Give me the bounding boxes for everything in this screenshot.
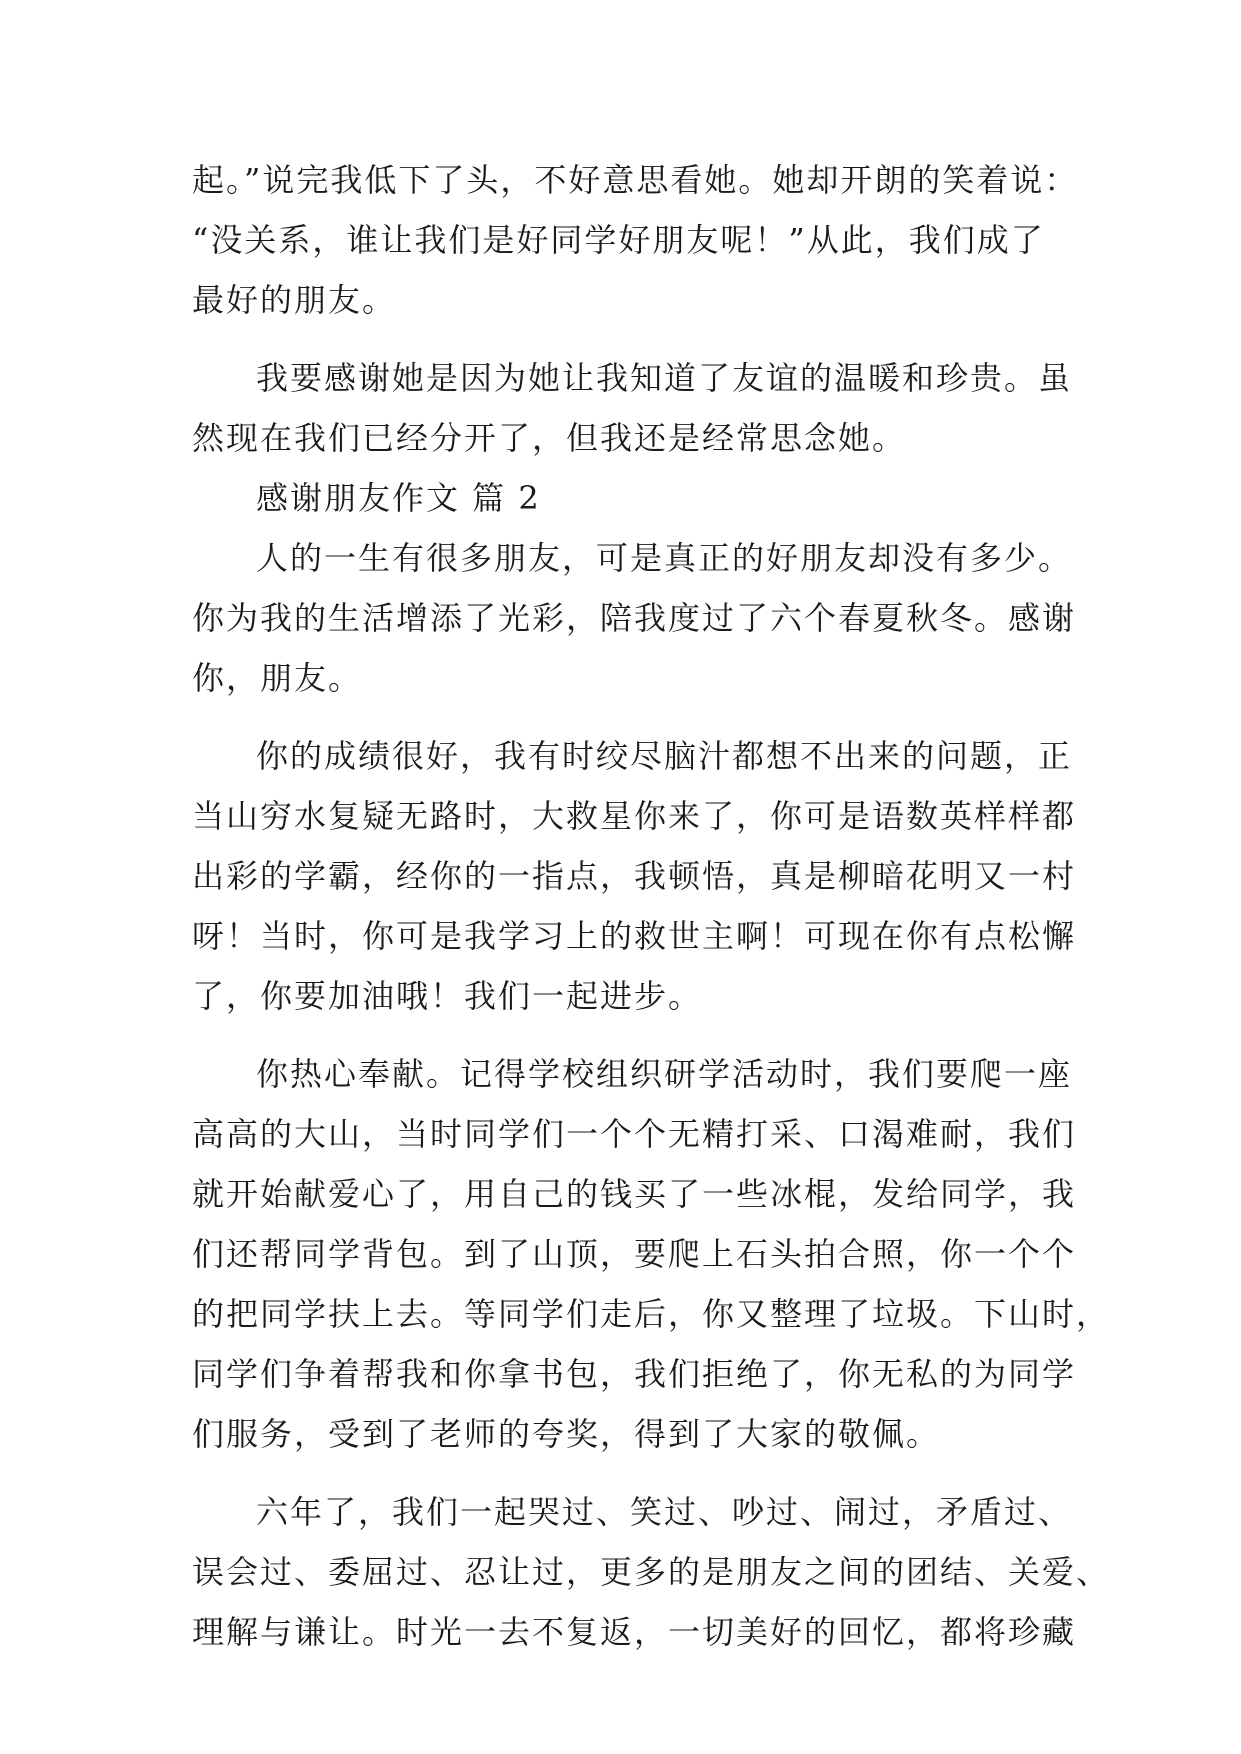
text-line: 起。”说完我低下了头，不好意思看她。她却开朗的笑着说：: [192, 161, 1079, 199]
text-line: 们还帮同学背包。到了山顶，要爬上石头拍合照，你一个个: [192, 1235, 1077, 1273]
text-line: 呀！当时，你可是我学习上的救世主啊！可现在你有点松懈: [192, 917, 1077, 955]
text-line: 误会过、委屈过、忍让过，更多的是朋友之间的团结、关爱、: [192, 1553, 1111, 1591]
paragraph-start-line: 我要感谢她是因为她让我知道了友谊的温暖和珍贵。虽: [256, 359, 1073, 397]
text-line: 就开始献爱心了，用自己的钱买了一些冰棍，发给同学，我: [192, 1175, 1077, 1213]
paragraph-start-line: 人的一生有很多朋友，可是真正的好朋友却没有多少。: [256, 539, 1073, 577]
text-line: 高高的大山，当时同学们一个个无精打采、口渴难耐，我们: [192, 1115, 1077, 1153]
paragraph-start-line: 六年了，我们一起哭过、笑过、吵过、闹过，矛盾过、: [256, 1493, 1073, 1531]
text-line: 同学们争着帮我和你拿书包，我们拒绝了，你无私的为同学: [192, 1355, 1077, 1393]
paragraph-start-line: 你的成绩很好，我有时绞尽脑汁都想不出来的问题，正: [256, 737, 1073, 775]
essay-body: [192, 150, 1111, 1662]
text-line: 你，朋友。: [192, 659, 363, 697]
text-line: 出彩的学霸，经你的一指点，我顿悟，真是柳暗花明又一村: [192, 857, 1077, 895]
section-heading: 感谢朋友作文 篇 2: [256, 479, 541, 517]
text-line: 你为我的生活增添了光彩，陪我度过了六个春夏秋冬。感谢: [192, 599, 1077, 637]
text-line: 的把同学扶上去。等同学们走后，你又整理了垃圾。下山时，: [192, 1295, 1111, 1333]
text-line: 理解与谦让。时光一去不复返，一切美好的回忆，都将珍藏: [192, 1613, 1077, 1651]
text-line: 当山穷水复疑无路时，大救星你来了，你可是语数英样样都: [192, 797, 1077, 835]
text-line: 然现在我们已经分开了，但我还是经常思念她。: [192, 419, 907, 457]
text-line: “没关系，谁让我们是好同学好朋友呢！”从此，我们成了: [192, 221, 1045, 259]
text-line: 最好的朋友。: [192, 281, 397, 319]
text-line: 了，你要加油哦！我们一起进步。: [192, 977, 703, 1015]
text-line: 们服务，受到了老师的夸奖，得到了大家的敬佩。: [192, 1415, 941, 1453]
paragraph-start-line: 你热心奉献。记得学校组织研学活动时，我们要爬一座: [256, 1055, 1073, 1093]
